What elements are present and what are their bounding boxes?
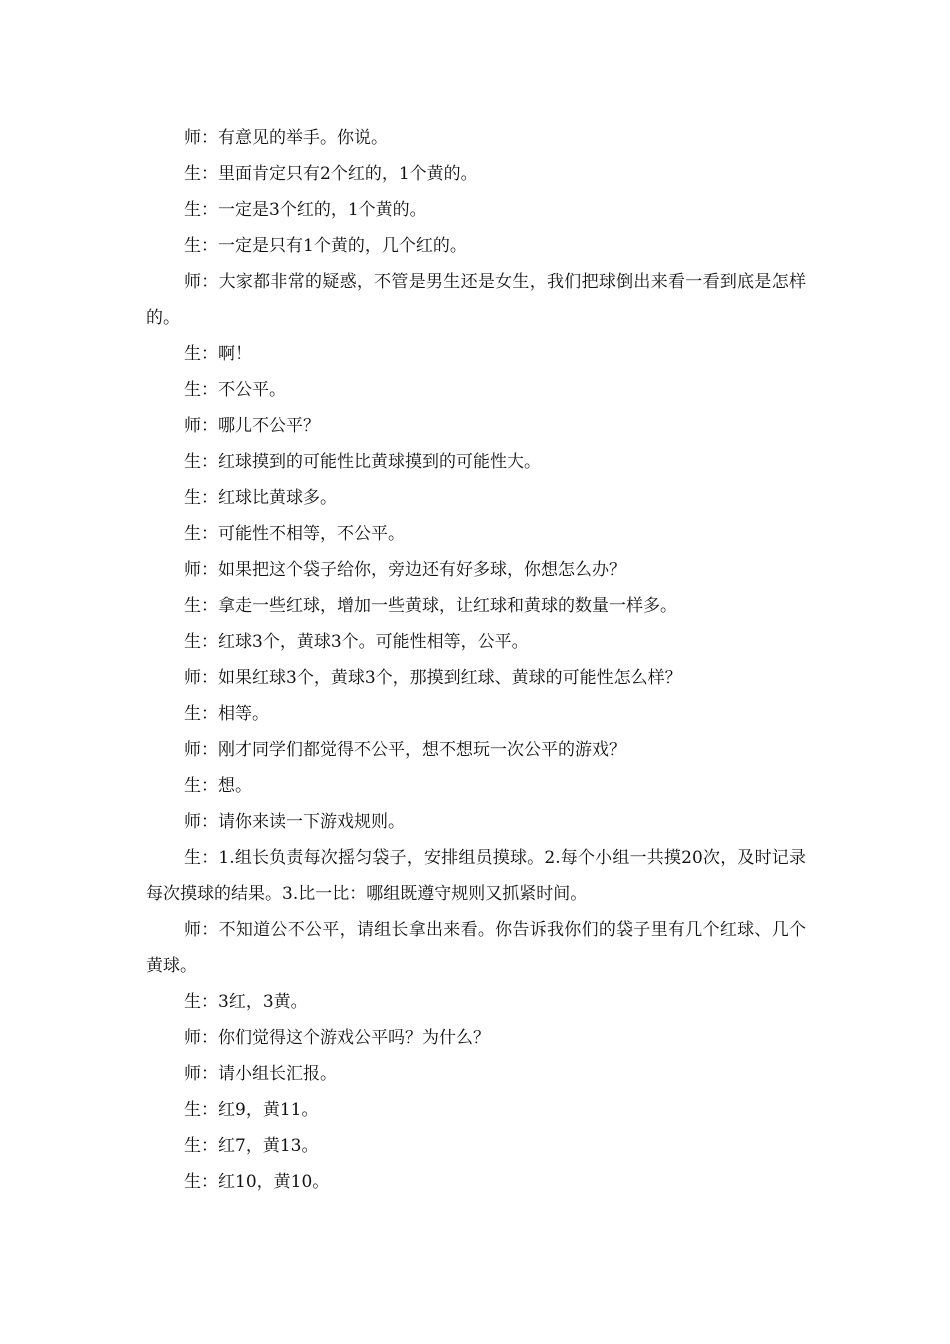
paragraph-6: 生：啊！ (184, 344, 252, 364)
paragraph-7: 生：不公平。 (184, 380, 286, 400)
paragraph-11: 生：可能性不相等，不公平。 (184, 524, 405, 544)
paragraph-23: 师：你们觉得这个游戏公平吗？为什么？ (184, 1028, 490, 1048)
paragraph-14: 生：红球3个，黄球3个。可能性相等，公平。 (184, 632, 529, 652)
paragraph-24: 师：请小组长汇报。 (184, 1064, 337, 1084)
paragraph-25: 生：红9，黄11。 (184, 1100, 319, 1120)
paragraph-8: 师：哪儿不公平？ (184, 416, 320, 436)
paragraph-10: 生：红球比黄球多。 (184, 488, 337, 508)
paragraph-12: 师：如果把这个袋子给你，旁边还有好多球，你想怎么办？ (184, 560, 626, 580)
paragraph-15: 师：如果红球3个，黄球3个，那摸到红球、黄球的可能性怎么样？ (184, 668, 682, 688)
paragraph-1: 师：有意见的举手。你说。 (184, 128, 388, 148)
paragraph-22: 生：3红，3黄。 (184, 992, 308, 1012)
paragraph-26: 生：红7，黄13。 (184, 1136, 319, 1156)
paragraph-9: 生：红球摸到的可能性比黄球摸到的可能性大。 (184, 452, 541, 472)
paragraph-5: 师：大家都非常的疑惑，不管是男生还是女生，我们把球倒出来看一看到底是怎样的。 (146, 272, 806, 328)
paragraph-13: 生：拿走一些红球，增加一些黄球，让红球和黄球的数量一样多。 (184, 596, 677, 616)
dialogue-transcript (146, 120, 806, 1200)
paragraph-18: 生：想。 (184, 776, 252, 796)
paragraph-19: 师：请你来读一下游戏规则。 (184, 812, 405, 832)
paragraph-2: 生：里面肯定只有2个红的，1个黄的。 (184, 164, 478, 184)
paragraph-17: 师：刚才同学们都觉得不公平，想不想玩一次公平的游戏？ (184, 740, 626, 760)
paragraph-3: 生：一定是3个红的，1个黄的。 (184, 200, 427, 220)
paragraph-4: 生：一定是只有1个黄的，几个红的。 (184, 236, 467, 256)
paragraph-21: 师：不知道公不公平，请组长拿出来看。你告诉我你们的袋子里有几个红球、几个黄球。 (146, 920, 806, 976)
paragraph-27: 生：红10，黄10。 (184, 1172, 330, 1192)
paragraph-20: 生：1.组长负责每次摇匀袋子，安排组员摸球。2.每个小组一共摸20次，及时记录每次摸球的结果。3.比一比：哪组既遵守规则又抓紧时间。 (146, 848, 806, 904)
paragraph-16: 生：相等。 (184, 704, 269, 724)
